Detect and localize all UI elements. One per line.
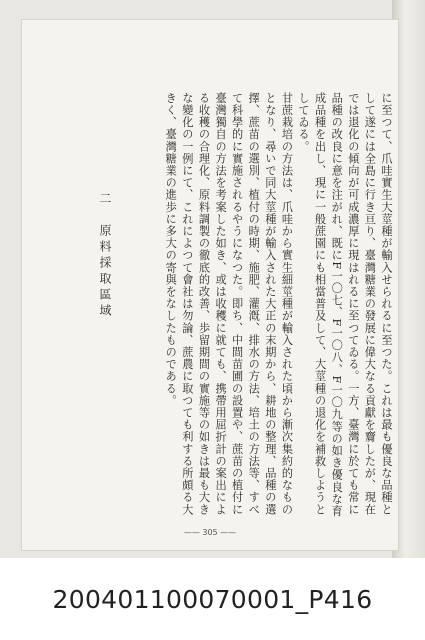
paragraph-2: 甘蔗栽培の方法は、爪哇から實生細莖種が輸入された頃から漸次集約的なものとなり、尋いで同大莖種が輸入された大正の末期から、耕地の整理、品種の選擇、蔗苗の選別、植付の時期、施肥、灌漑、排水の方法、培土の方法等、すべて科學的に實施されるやうになつた。即ち、中間苗圃の設置や、蔗苗の植付に臺灣獨自の方法を考案した如き、或は收穫に就ても、携帶用屈折計の案出による收穫の合理化、原料調製の徹底的改善、歩留期間の實施等の如きは最も大きな變化の一例にて、これによつて會社は勿論、蔗農に取つても利する所頗る大きく、臺灣糖業の進歩に多大の寄與をなしたものである。 — [164, 92, 294, 516]
image-caption: 200401100070001_P416 — [0, 558, 425, 640]
paragraph-1: に至つて、爪哇實生大莖種が輸入せられるに至つた。これは最も優良な品種として遂には全島に行き亘り、臺灣糖業の發展に偉大なる貢獻を齎したが、現在では退化の傾向が可成濃厚に現はれるに至つてゐる。一方、臺灣に於ても常に品種の改良に意を注がれ、既にF一〇七、F一〇八、F一〇九等の如き優良な育成品種を出し、現に一般蔗園にも相當普及して、大莖種の退化を補救しようとしてゐる。 — [297, 92, 393, 518]
section-heading: 二 原料採取區域 — [98, 192, 112, 320]
page-number: —— 305 —— — [183, 528, 237, 537]
body-text — [122, 92, 394, 522]
book-page — [22, 20, 398, 550]
